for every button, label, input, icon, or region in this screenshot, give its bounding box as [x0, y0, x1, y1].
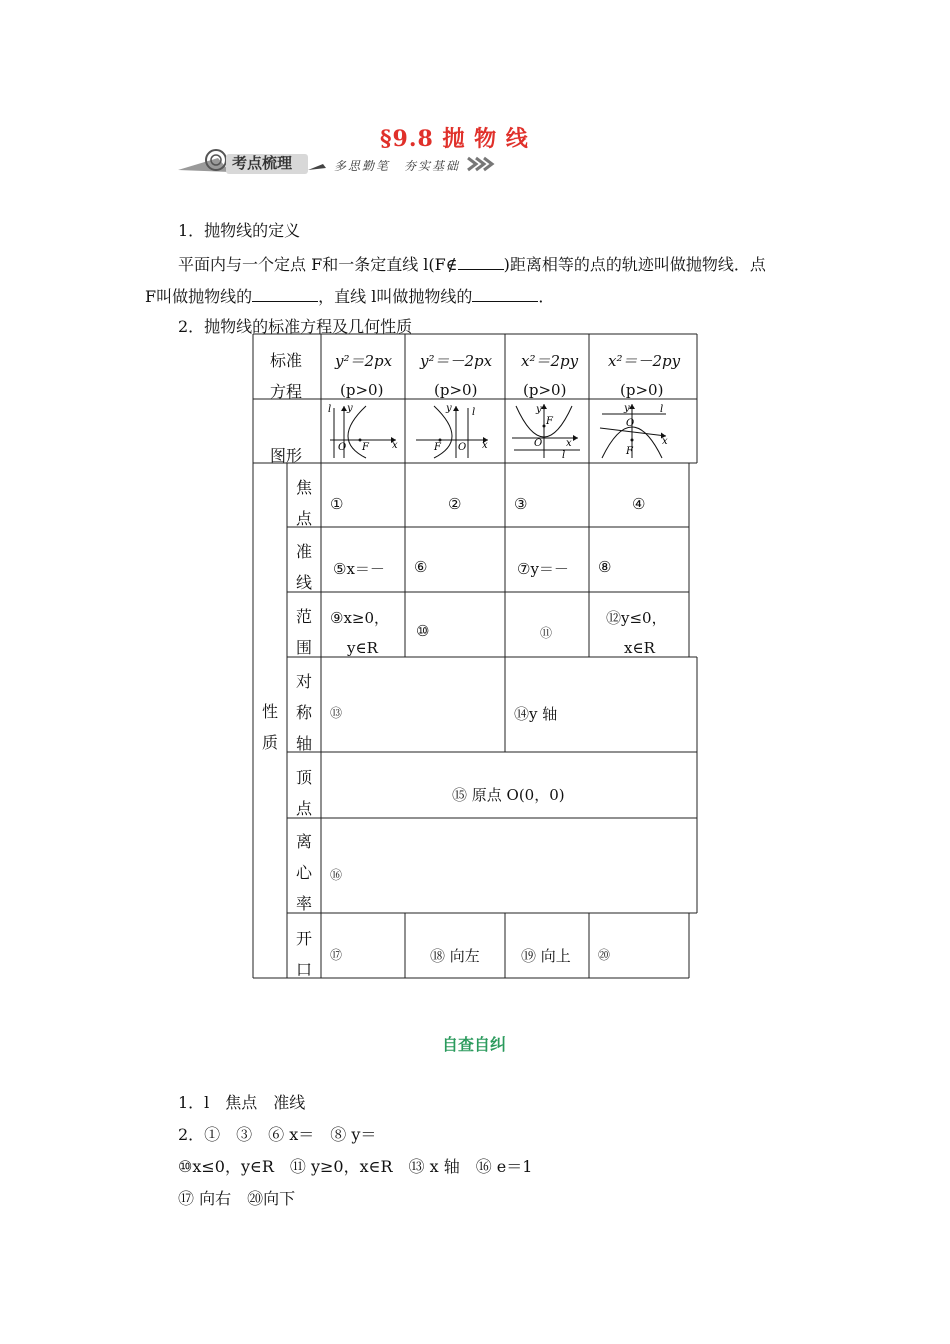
header-equation: 方程 — [270, 382, 303, 401]
svg-text:O: O — [338, 442, 347, 453]
svg-text:O: O — [626, 418, 635, 429]
section-2-heading: 2．抛物线的标准方程及几何性质 — [178, 317, 413, 336]
directrix-4: ⑧ — [598, 558, 612, 576]
definition-text-c: F叫做抛物线的 — [145, 287, 253, 306]
focus-label: 焦 点 — [295, 478, 312, 528]
section-1-heading: 1．抛物线的定义 — [178, 221, 301, 240]
svg-text:y: y — [624, 403, 630, 414]
equation-1: y²＝2px — [335, 352, 393, 370]
axis-1: ⑬ — [330, 706, 343, 720]
svg-text:l: l — [472, 407, 476, 418]
properties-label: 性 质 — [261, 702, 278, 752]
range-label: 范 围 — [295, 607, 312, 657]
focus-2: ② — [448, 495, 462, 513]
range-4b: x∈R — [624, 639, 655, 657]
equation-1-condition: (p>0) — [340, 381, 384, 399]
svg-text:F: F — [546, 416, 553, 427]
definition-text-d: ，直线 l叫做抛物线的 — [318, 287, 473, 306]
range-4a: ⑫y≤0， — [606, 609, 667, 627]
svg-text:l: l — [328, 404, 332, 415]
directrix-label: 准 线 — [295, 542, 312, 592]
directrix-2: ⑥ — [414, 558, 428, 576]
svg-text:F: F — [626, 446, 633, 457]
equation-4-condition: (p>0) — [620, 381, 664, 399]
graph-open-right — [326, 402, 402, 460]
svg-text:O: O — [534, 438, 543, 449]
svg-text:l: l — [660, 404, 664, 415]
equation-3: x²＝2py — [521, 352, 579, 370]
svg-text:O: O — [458, 442, 467, 453]
equation-4: x²＝－2py — [608, 352, 681, 370]
answer-line-2: 2．① ③ ⑥ x＝ ⑧ y＝ — [178, 1125, 377, 1144]
banner-label: 考点梳理 — [232, 154, 293, 172]
svg-text:y: y — [347, 403, 353, 414]
eccentricity-value: ⑯ — [330, 868, 343, 882]
svg-text:y: y — [536, 404, 542, 415]
answer-line-3: ⑩x≤0，y∈R ⑪ y≥0，x∈R ⑬ x 轴 ⑯ e＝1 — [178, 1157, 533, 1176]
opening-1: ⑰ — [330, 948, 343, 962]
focus-1: ① — [330, 495, 344, 513]
axis-2: ⑭y 轴 — [514, 705, 558, 723]
range-2: ⑩ — [416, 622, 430, 640]
focus-4: ④ — [632, 495, 646, 513]
equation-3-condition: (p>0) — [523, 381, 567, 399]
eccentricity-label: 离 心 率 — [295, 832, 312, 913]
banner-tag: 多思勤笔 夯实基础 — [334, 159, 461, 173]
svg-text:F: F — [434, 442, 441, 453]
svg-text:x: x — [392, 440, 398, 451]
equation-2-condition: (p>0) — [434, 381, 478, 399]
svg-text:l: l — [562, 450, 566, 460]
svg-text:x: x — [482, 440, 488, 451]
vertex-label: 顶 点 — [295, 768, 312, 818]
answer-line-4: ⑰ 向右 ⑳向下 — [178, 1189, 296, 1208]
definition-text-b: )距离相等的点的轨迹叫做抛物线．点 — [503, 255, 766, 274]
graph-open-left — [412, 402, 492, 460]
definition-text-e: ． — [538, 287, 555, 306]
directrix-3: ⑦y＝－ — [517, 560, 569, 578]
directrix-1: ⑤x＝－ — [333, 560, 385, 578]
focus-3: ③ — [514, 495, 528, 513]
page-title: §9.8 抛 物 线 — [380, 126, 529, 152]
equation-2: y²＝－2px — [420, 352, 493, 370]
svg-text:y: y — [446, 403, 452, 414]
self-check-title: 自查自纠 — [442, 1035, 507, 1054]
svg-text:x: x — [662, 436, 668, 447]
header-standard: 标准 — [270, 351, 303, 370]
definition-text-a: 平面内与一个定点 F和一条定直线 l(F∉ — [178, 255, 458, 274]
svg-text:F: F — [362, 442, 369, 453]
opening-label: 开 口 — [295, 929, 312, 979]
opening-2: ⑱ 向左 — [430, 947, 480, 965]
figure-label: 图形 — [270, 446, 303, 465]
range-1b: y∈R — [347, 639, 378, 657]
opening-4: ⑳ — [598, 948, 611, 962]
opening-3: ⑲ 向上 — [521, 947, 571, 965]
axis-label: 对 称 轴 — [295, 672, 312, 753]
range-1a: ⑨x≥0， — [330, 609, 390, 627]
graph-open-down — [596, 402, 676, 460]
svg-text:x: x — [566, 438, 572, 449]
vertex-value: ⑮ 原点 O(0，0) — [452, 786, 565, 804]
answer-line-1: 1．l 焦点 准线 — [178, 1093, 306, 1112]
graph-open-up — [510, 402, 586, 460]
range-3: ⑪ — [540, 626, 553, 640]
